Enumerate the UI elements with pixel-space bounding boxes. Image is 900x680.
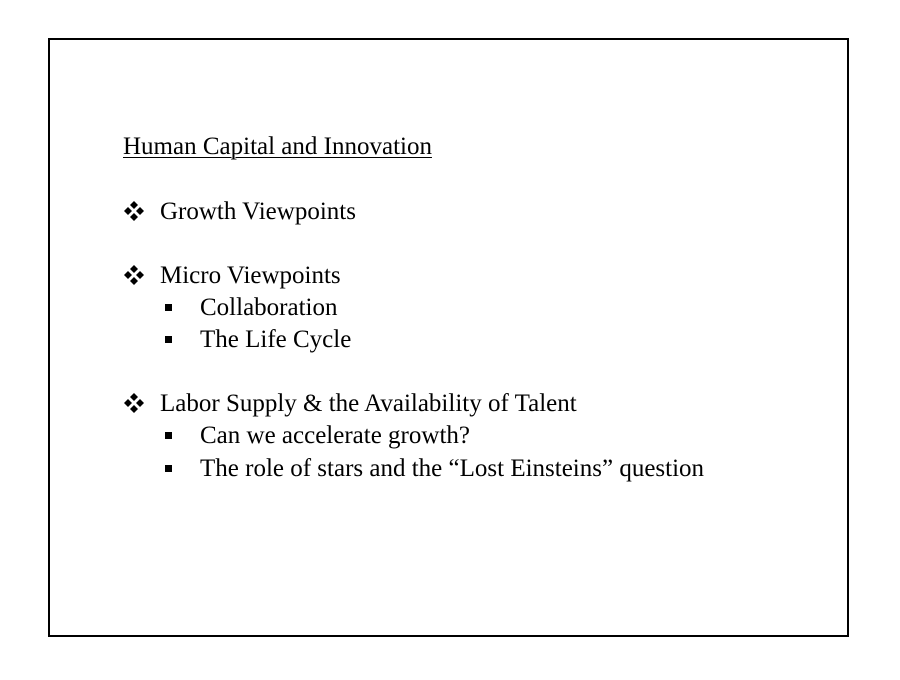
section-micro-viewpoints: Micro Viewpoints xyxy=(160,262,341,289)
four-diamond-ornament-icon xyxy=(123,392,145,414)
section-growth-viewpoints: Growth Viewpoints xyxy=(160,198,356,225)
square-bullet-icon xyxy=(165,336,172,343)
square-bullet-icon xyxy=(165,465,172,472)
section-labor-supply: Labor Supply & the Availability of Talent xyxy=(160,390,577,417)
sub-item-collaboration: Collaboration xyxy=(200,294,338,321)
square-bullet-icon xyxy=(165,432,172,439)
four-diamond-ornament-icon xyxy=(123,264,145,286)
square-bullet-icon xyxy=(165,304,172,311)
sub-item-accelerate-growth: Can we accelerate growth? xyxy=(200,422,470,449)
four-diamond-ornament-icon xyxy=(123,200,145,222)
sub-item-lost-einsteins: The role of stars and the “Lost Einsteins” question xyxy=(200,455,705,482)
slide-title: Human Capital and Innovation xyxy=(123,133,432,160)
sub-item-life-cycle: The Life Cycle xyxy=(200,326,352,353)
